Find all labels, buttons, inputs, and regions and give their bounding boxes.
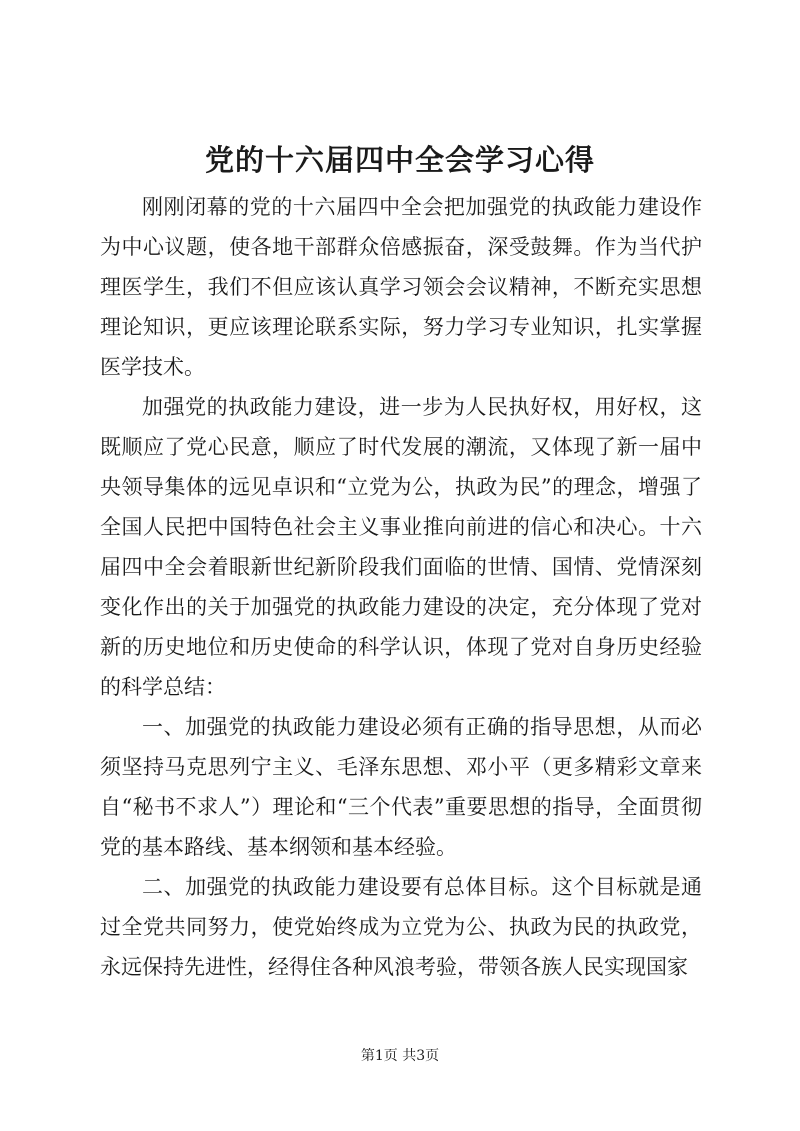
paragraph-1: 刚刚闭幕的党的十六届四中全会把加强党的执政能力建设作为中心议题，使各地干部群众倍感振奋，深受鼓舞。作为当代护理医学生，我们不但应该认真学习领会会议精神，不断充实思想理论知识，更应该理论联系实际，努力学习专业知识，扎实掌握医学技术。 bbox=[100, 195, 702, 379]
page-footer: 第1页 共3页 bbox=[360, 1048, 440, 1064]
document-title: 党的十六届四中全会学习心得 bbox=[204, 143, 595, 177]
document-body bbox=[100, 187, 702, 987]
paragraph-4: 二、加强党的执政能力建设要有总体目标。这个目标就是通过全党共同努力，使党始终成为立党为公、执政为民的执政党，永远保持先进性，经得住各种风浪考验，带领各族人民实现国家 bbox=[100, 875, 702, 979]
paragraph-2: 加强党的执政能力建设，进一步为人民执好权，用好权，这既顺应了党心民意，顺应了时代发展的潮流，又体现了新一届中央领导集体的远见卓识和“立党为公，执政为民”的理念，增强了全国人民把中国特色社会主义事业推向前进的信心和决心。十六届四中全会着眼新世纪新阶段我们面临的世情、国情、党情深刻变化作出的关于加强党的执政能力建设的决定，充分体现了党对新的历史地位和历史使命的科学认识，体现了党对自身历史经验的科学总结： bbox=[100, 395, 702, 699]
paragraph-3: 一、加强党的执政能力建设必须有正确的指导思想，从而必须坚持马克思列宁主义、毛泽东思想、邓小平（更多精彩文章来自“秘书不求人”）理论和“三个代表”重要思想的指导，全面贯彻党的基本路线、基本纲领和基本经验。 bbox=[100, 715, 702, 859]
